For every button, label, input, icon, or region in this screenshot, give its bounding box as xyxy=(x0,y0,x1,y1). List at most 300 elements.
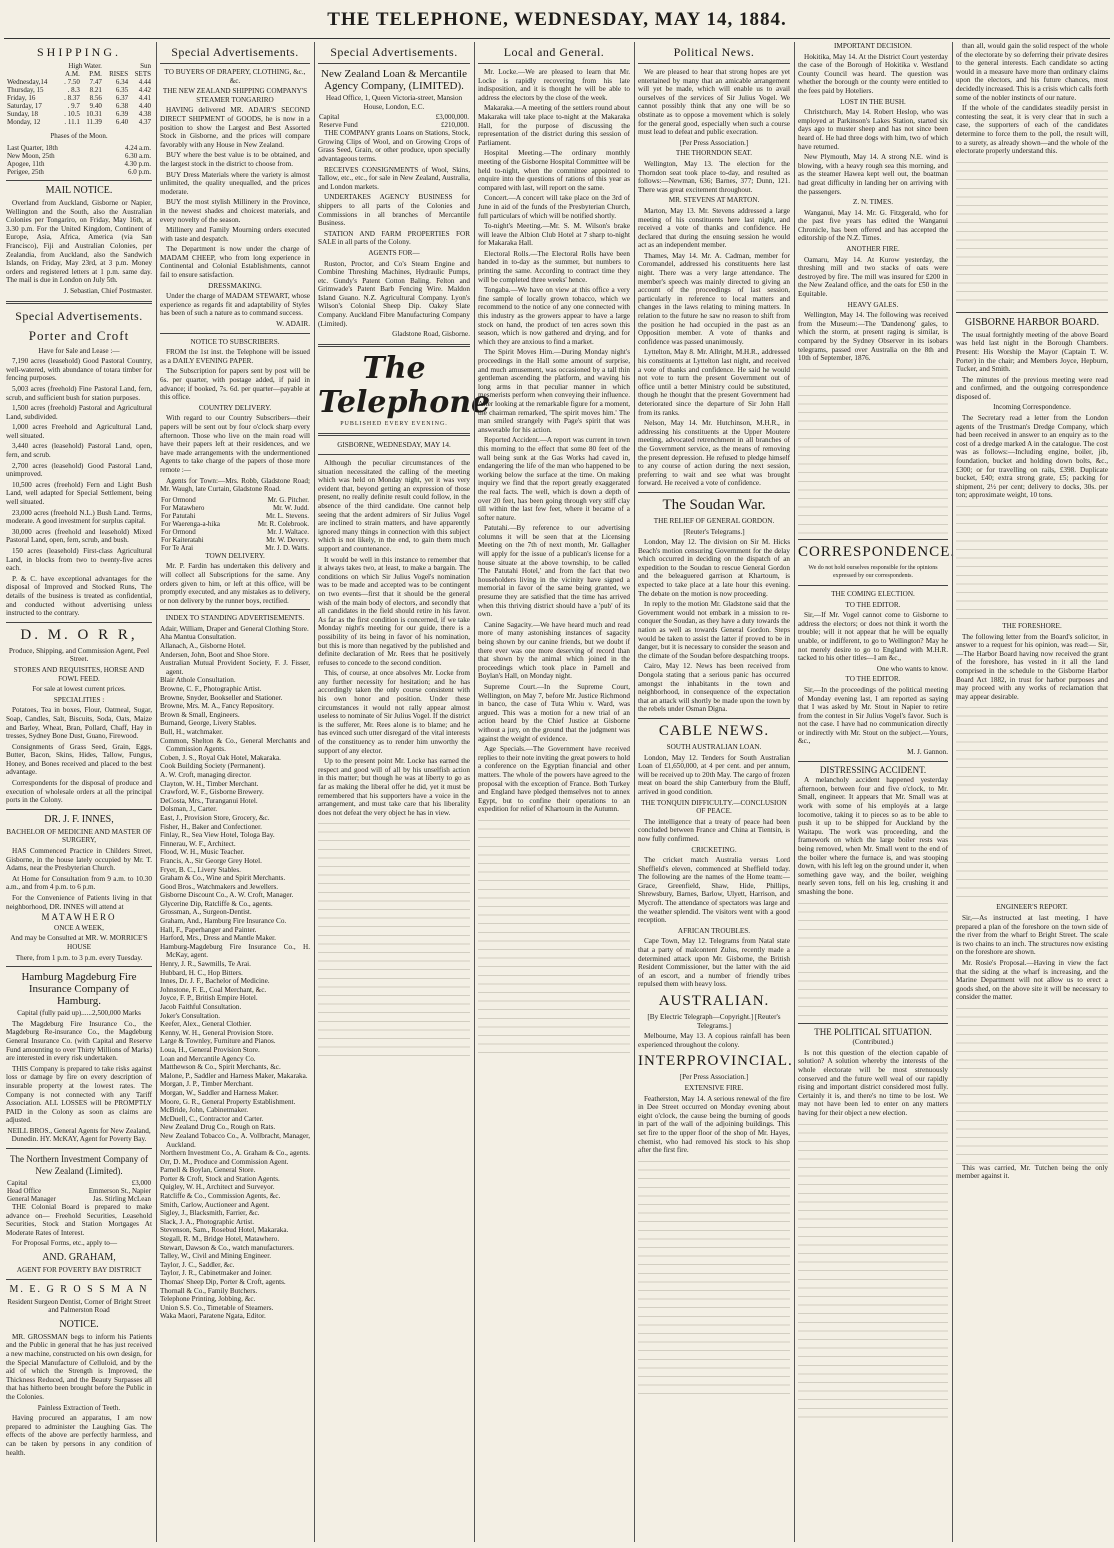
tide-cell: Friday, 16 xyxy=(7,94,36,102)
country-body: With regard to our Country Subscribers—their papers will be sent out by four o'clock sharp every afternoon. Those who live on the main road will have their papers left at their residences, and we have made arrangements with the undermentioned Agents to take charge of the papers of those more remote :— xyxy=(160,414,310,474)
special-heading: Special Advertisements. xyxy=(330,45,458,59)
moon-cell: Perigee, 25th xyxy=(7,168,44,176)
nzl-capital-cell: Capital xyxy=(319,113,340,122)
correspondence-note: We do not hold ourselves responsible for the opinions expressed by our correspondents. xyxy=(808,564,938,580)
index-entry: Keefer, Alex., General Clothier. xyxy=(160,1020,252,1029)
orr-body: Potatoes, Tea in boxes, Flour, Oatmeal, Sugar, Soap, Candles, Salt, Biscuits, Soda, Oats, Maize and Barley, Wheat, Bran, Pollard, Chaff, Hay in tresses, Sydney Bone Dust, Guano, Firewood. xyxy=(6,706,152,741)
moon-row xyxy=(6,144,152,152)
agent-cell: For Ormond xyxy=(161,495,196,504)
index-entry: Browne, C. F., Photographic Artist. xyxy=(160,685,262,694)
country-heading: COUNTRY DELIVERY. xyxy=(198,403,272,412)
index-entry: Aha Mantua Consultation. xyxy=(160,633,237,642)
index-entry: Thomas' Sheep Dip, Porter & Croft, agents. xyxy=(160,1278,286,1286)
tide-cell: 6.40 xyxy=(115,118,129,126)
local-item: Age Specials.—The Government have received replies to their note inviting the great powers to hold a conference on the Egyptian financial and other matters. The whole of the powers have agreed to the proposal with the exception of France. Both Turkey and England have pledged themselves not to annex Egypt, but to confine their operations to an expedition for relief of Khartoum in the Autumn. xyxy=(478,745,630,814)
index-entry: Finlay, R., Sea View Hotel, Tologa Bay. xyxy=(160,831,275,840)
divider xyxy=(798,539,948,540)
letter-body: Sir,—If Mr. Vogel cannot come to Gisborne to address the electors; or does not think it worth the trouble; will it not appear that he will be equally unable, or indifferent, to go to Wellington? May he not merely desire to go to England with M.H.R. tacked to his other titles—I am &c., xyxy=(798,611,948,663)
index-entry: Coben, J. S., Royal Oak Hotel, Makaraka. xyxy=(160,753,281,762)
news-body: The intelligence that a treaty of peace had been concluded between France and China at Tientsin, is now fully confirmed. xyxy=(638,817,790,843)
tide-cell: 4.40 xyxy=(138,102,151,110)
tide-header-cell xyxy=(6,62,59,70)
local-item: The Spirit Moves Him.—During Monday night's proceedings in the Hall some amount of surprise, and much amusement, was occasioned by a tall thin gentleman ascending the platform, and waving his long arms in that peculiar manner in which mesmerists perform when conveying their influence. After looking at the remarkable figure for a moment, the chairman remarked, 'The spirit moves him.' The man smiled strangely with Page's spirit that was answerable for his action. xyxy=(478,348,630,434)
tide-cell: . 9.7 xyxy=(67,102,80,110)
tide-cell: 6.38 xyxy=(115,102,129,110)
tide-subheader-cell xyxy=(6,70,59,78)
agent-row xyxy=(160,512,310,520)
index-entry: Morgan, W., Saddler and Harness Maker. xyxy=(160,1088,279,1097)
text-continuation xyxy=(956,1004,1108,1164)
orr-specialities: SPECIALITIES : xyxy=(53,695,105,704)
cable-heading: CABLE NEWS. xyxy=(658,722,770,739)
special-heading: Special Advertisements. xyxy=(171,45,299,59)
agent-cell: For Matawhero xyxy=(161,503,205,512)
press-credit: [Per Press Association.] xyxy=(679,138,749,147)
masthead-title: THE TELEPHONE, WEDNESDAY, MAY 14, 1884. xyxy=(327,9,787,30)
town-heading: TOWN DELIVERY. xyxy=(205,551,265,560)
hamburg-title: Hamburg Magdeburg Fire Insurance Company of Hamburg. xyxy=(21,971,137,1008)
northern-cell: £3,000 xyxy=(131,1179,151,1188)
index-entry: Graham, And., Hamburg Fire Insurance Co. xyxy=(160,917,287,926)
innes-title: DR. J. F. INNES, xyxy=(44,813,114,825)
subscribers-body: FROM the 1st inst. the Telephone will be issued as a DAILY EVENING PAPER. xyxy=(160,348,310,365)
moon-cell: Last Quarter, 18th xyxy=(7,144,58,152)
northern-cell: Head Office xyxy=(7,1187,42,1196)
subheading: HEAVY GALES. xyxy=(847,300,899,309)
editorial-paragraph: This, of course, at once absolves Mr. Locke from any further necessity for hesitation; and he has accordingly taken the only course consistent with his own honor and position. Under these circumstances it would not rally appear almost useless to nominate of Sir Julius Vogel. If the district is the sufferer, Mr. Rees alone is to blame; and he has evinced such utter disregard of the vital interests of the constituency as to render him unworthy the support of any elector. xyxy=(318,669,470,755)
porter-croft-list xyxy=(6,357,152,573)
graham-name: AND. GRAHAM, xyxy=(42,1252,116,1264)
subheading: THE FORESHORE. xyxy=(1002,622,1062,630)
tide-cell: . 11.1 xyxy=(64,118,80,126)
subheading: SOUTH AUSTRALIAN LOAN. xyxy=(666,742,762,751)
moon-row xyxy=(6,160,152,168)
tide-cell: 7.47 xyxy=(89,78,102,86)
nzl-capital-row xyxy=(318,121,470,129)
index-entry: Orr, D. M., Produce and Commission Agent. xyxy=(160,1157,289,1166)
grossman-title: M. E. G R O S S M A N xyxy=(9,1283,149,1295)
index-entry: Kenny, W. H., General Provision Store. xyxy=(160,1028,274,1037)
letter-signature: M. J. Gannon. xyxy=(907,748,948,757)
index-entry: Joyce, F. P., British Empire Hotel. xyxy=(160,994,258,1003)
accident-heading: DISTRESSING ACCIDENT. xyxy=(819,764,927,775)
agent-cell: Mr. R. Colebrook. xyxy=(257,519,309,528)
interprovincial-heading: INTERPROVINCIAL. xyxy=(638,1053,793,1070)
agent-cell: For Ormond xyxy=(161,527,196,536)
adair-body: The Department is now under the charge of MADAM CHEEP, who from long experience in Continental and Colonial Establishments, cannot fail to ensure satisfaction. xyxy=(160,245,310,280)
tide-table xyxy=(6,62,152,126)
news-body: New Plymouth, May 14. A strong N.E. wind is blowing, with a heavy rough sea this morning, and as the steamer Hawea kept well out, the boatman had great difficulty in landing her on arriving with the passengers. xyxy=(798,153,948,196)
index-entry: Ratcliffe & Co., Commission Agents, &c. xyxy=(160,1192,281,1201)
harbor-body: Sir,—As instructed at last meeting, I have prepared a plan of the foreshore on the town side of the river from the wharf to Bright Street. The scale is two chains to an inch. The structures now existing on the foreshore are shown. xyxy=(956,913,1108,957)
porter-croft-item: 30,000 acres (freehold and leasehold) Mixed Pastoral Land, open, fern, scrub, and bush. xyxy=(6,527,152,545)
tide-cell: . 8.3 xyxy=(67,86,80,94)
nzl-address: Gladstone Road, Gisborne. xyxy=(392,330,470,339)
painless-heading: Painless Extraction of Teeth. xyxy=(37,1403,121,1412)
porter-croft-item: 5,003 acres (freehold) Fine Pastoral Land, fern, scrub, and sufficient bush for station purposes. xyxy=(6,384,152,402)
column-telegrams xyxy=(798,42,956,1542)
index-entry: Smith, Carlow, Auctioneer and Agent. xyxy=(160,1200,270,1209)
tide-cell: . 8.37 xyxy=(64,94,80,102)
text-continuation xyxy=(798,365,948,535)
moon-cell: 4.24 a.m. xyxy=(124,144,151,152)
dressmaking-body: Under the charge of MADAM STEWART, whose experience as regards fit and adaptability of Styles has been of such a nature as to command success. xyxy=(160,292,310,318)
tide-cell: Sunday, 18 xyxy=(7,110,39,118)
column-shipping xyxy=(6,42,152,1542)
porter-croft-sub: Have for Sale and Lease :— xyxy=(38,346,120,355)
index-entry: Hamburg-Magdeburg Fire Insurance Co., H. McKay, agent. xyxy=(160,942,310,960)
index-entry: Flood, W. H., Music Teacher. xyxy=(160,848,245,857)
harbor-body: Mr. Rosie's Proposal.—Having in view the fact that the siding at the wharf is increasing, and the Marine Department will not allow us to erect a goods shed, on the above site it will be necessary to consider the matter. xyxy=(956,958,1108,1002)
divider xyxy=(638,718,790,719)
index-entry: Loan and Mercantile Agency Co. xyxy=(160,1054,256,1063)
tide-cell: 9.40 xyxy=(89,102,102,110)
agent-cell: Mr. L. Stevens. xyxy=(266,511,309,520)
tide-subheader-cell: A.M. xyxy=(65,70,80,78)
subheading: CRICKETING. xyxy=(691,845,737,854)
divider xyxy=(6,180,152,181)
innes-place: MATAWHERO xyxy=(41,912,117,923)
masthead-rule xyxy=(4,38,1110,39)
newspaper-logo: The Telephone xyxy=(318,350,491,420)
tide-header-cell: Sun xyxy=(140,62,151,70)
news-body: Melbourne, May 13. A copious rainfall has been experienced throughout the colony. xyxy=(638,1032,790,1049)
tide-subheader-cell: RISES xyxy=(109,70,129,78)
editorial xyxy=(318,459,470,817)
index-entry: Northern Investment Co., A. Graham & Co., agents. xyxy=(160,1149,310,1158)
index-entry: Stegall, R. M., Bridge Hotel, Matawhero. xyxy=(160,1235,280,1244)
divider xyxy=(6,1148,152,1149)
tide-subheader-cell: P.M. xyxy=(89,70,102,78)
agent-cell: For Patutahi xyxy=(161,511,196,520)
nzl-title: New Zealand Loan & Mercantile Agency Company, (LIMITED). xyxy=(321,68,467,92)
nzl-body: THE COMPANY grants Loans on Stations, Stock, Growing Clips of Wool, and on Growing Crops of Grass Seed, Grain, or other produce, upon specially advantageous terms. xyxy=(318,129,470,163)
tide-cell: 4.41 xyxy=(138,94,151,102)
town-body: Mr. P. Fardin has undertaken this delivery and will collect all Subscriptions for the same. Any orders given to him, or left at this office, will be promptly executed, and any mistakes as to delivery, or non delivery by the runner boys, rectified. xyxy=(160,562,310,605)
moon-row xyxy=(6,168,152,176)
nzl-office: Head Office, 1, Queen Victoria-street, Mansion House, London, E.C. xyxy=(325,94,463,111)
agent-cell: For Kaiteratahi xyxy=(161,535,204,544)
editorial-paragraph: It would be well in this instance to remember that it always takes two, at least, to make a bargain. The conditions on which Sir Julius Vogel's nomination was to be made and accepted was to be contingent on two events—first that it should be the general wish of the main body of electors, and secondly that all candidates in the field should retire in his favor. As far as the first condition is concerned, if we take Monday night's meeting for our guide, there is a possibility of its being in favor of his nomination, but this is more than negatived by the published and definite declaration of Mr. Rees that he positively refuses to concede to the second condition. xyxy=(318,555,470,667)
hamburg-signature: NEILL BROS., General Agents for New Zealand, Dunedin. HY. McKAY, Agent for Poverty Bay. xyxy=(7,1126,151,1144)
index-entry: Clayton, W. H., Timber Merchant. xyxy=(160,779,259,788)
agent-row xyxy=(160,528,310,536)
harbor-body: The usual fortnightly meeting of the above Board was held last night in the Borough Chambers. Present: His Worship the Mayor (Captain T. W. Porter) in the chair; and Members Joyce, Hepburn, Tucker, and Smith. xyxy=(956,330,1108,374)
index-list xyxy=(160,625,310,1321)
subheading: THE COMING ELECTION. xyxy=(831,589,915,598)
continued-body: If the whole of the candidates steadily persist in contesting the seat, it is very clear that in such a case, the supporters of each of the candidates determine to force them to the poll, the result will, to a surety, as already shown—and the whole of the electorate properly understand this. xyxy=(956,104,1108,156)
local-item: Concert.—A concert will take place on the 3rd of June in aid of the funds of the Presbyterian Church, full particulars of which will be notified shortly. xyxy=(478,194,630,220)
mail-signature: J. Sebastian, Chief Postmaster. xyxy=(63,286,152,295)
moon-cell: 6.0 p.m. xyxy=(128,168,151,176)
index-entry: Stewart, Dawson & Co., watch manufacturers. xyxy=(160,1243,294,1252)
tide-row xyxy=(6,118,152,126)
tide-cell: . 10.5 xyxy=(64,110,80,118)
local-item: Tongaba.—We have on view at this office a very fine sample of locally grown tobacco, which we recommend to the notice of any one connected with this industry as the growers appear to have a large stock on hand, the product of ten acres sown this season, which is now gathered and drying, and for which they are anxious to find a market. xyxy=(478,286,630,346)
adair-body: BUY where the best value is to be obtained, and the largest stock in the district to choose from. xyxy=(160,151,310,168)
index-entry: Grossman, A., Surgeon-Dentist. xyxy=(160,908,252,917)
index-entry: Brown & Small, Engineers. xyxy=(160,710,240,719)
grossman-sub: Resident Surgeon Dentist, Corner of Bright Street and Palmerston Road xyxy=(7,1297,151,1315)
tide-row xyxy=(6,78,152,86)
notice-heading: NOTICE. xyxy=(59,1318,99,1330)
tide-cell: 8.56 xyxy=(89,94,102,102)
political-situation-body: Is not this question of the election capable of solution? A solution whereby the interests of the whole electorate will be most strenuously conserved and the future well weal of our rapidly rising and important district considered most fully. Certainly it is, and there's no time to be lost. We may not have been led to enter on any matters having for their object a new election. xyxy=(798,1048,948,1117)
index-entry: Cook Building Society (Permanent). xyxy=(160,762,266,771)
index-entry: Glycerine Dip, Ratcliffe & Co., agents. xyxy=(160,899,273,908)
index-entry: Common, Shelton & Co., General Merchants and Commission Agents. xyxy=(160,736,310,754)
adair-body: Millinery and Family Mourning orders executed with taste and despatch. xyxy=(160,226,310,243)
special-heading: Special Advertisements. xyxy=(15,308,143,323)
index-entry: Slack, J. A., Photographic Artist. xyxy=(160,1217,255,1226)
porter-croft-item: 1,500 acres (freehold) Pastoral and Agricultural Land, subdivided. xyxy=(6,404,152,421)
index-entry: Australian Mutual Provident Society, F. J. Fisser, agent. xyxy=(160,659,310,676)
divider xyxy=(6,809,152,810)
index-entry: Joker's Consultation. xyxy=(160,1011,220,1020)
adair-signature: W. ADAIR. xyxy=(276,320,310,329)
political-item: Nelson, May 14. Mr. Hutchinson, M.H.R., in addressing his constituents at the Upper Moutere meeting, advocated retrenchment in all branches of the Government service, as the means of removing the present depression. He refused to pledge himself to any course of action during the next session, preferring to wait and see what was brought forward. He received a vote of confidence. xyxy=(638,419,790,488)
index-entry: Morgan, J. P., Timber Merchant. xyxy=(160,1080,254,1089)
soudan-item: In reply to the motion Mr. Gladstone said that the Government would not embark in a mission to re-conquer the Soudan, as they have a duty towards the nation as well as towards General Gordon. Steps would be taken to assist the latter if proved to be in danger, but it is necessary to consider the season and the climate of the Soudan before despatching troops. xyxy=(638,600,790,660)
tide-row xyxy=(6,102,152,110)
local-item: Canine Sagacity.—We have heard much and read more of many astonishing instances of sagacity being shown by our canine friends, but we doubt if there ever was one more deserving of record than that shown by the animal which joined in the proceedings which took place in Parnell and Boylan's Hall, on Monday night. xyxy=(478,620,630,681)
index-entry: DeCosta, Mrs., Turanganui Hotel. xyxy=(160,796,258,805)
northern-row xyxy=(6,1187,152,1195)
porter-croft-item: 23,000 acres (freehold N.L.) Bush Land. Terms, moderate. A good investment for surplus capital. xyxy=(6,508,152,526)
index-entry: Moore, G. R., General Property Establishment. xyxy=(160,1097,296,1106)
divider xyxy=(6,622,152,623)
northern-cell: Emmerson St., Napier xyxy=(88,1187,151,1196)
porter-croft-item: 2,700 acres (leasehold) Good Pastoral Land, unimproved. xyxy=(6,461,152,479)
soudan-item: Cairo, May 12. News has been received from Dongola stating that a serious panic has occurred amongst the inhabitants in the town and neighborhood, in consequence of the expectation that an attack will shortly be made upon the town by the rebels under Osman Digna. xyxy=(638,662,790,714)
harbor-body: This was carried, Mr. Tutchen being the only member against it. xyxy=(956,1163,1108,1181)
text-continuation xyxy=(956,158,1108,308)
news-body: Cape Town, May 12. Telegrams from Natal state that a party of malcontent Zulus, recently made a determined attack upon Mr. Gisborne, the British Resident Commissioner, but the latter with the aid of an escort, and a number of friendly tribes repulsed them with heavy loss. xyxy=(638,937,790,989)
divider xyxy=(160,63,310,64)
moon-cell: 6.30 a.m. xyxy=(124,152,151,160)
subheading: Z. N. TIMES. xyxy=(853,198,893,207)
local-heading: Local and General. xyxy=(503,45,605,59)
moon-cell: 4.30 p.m. xyxy=(124,160,151,168)
index-entry: Adair, William, Draper and General Clothing Store. xyxy=(160,624,309,633)
index-entry: Telephone Printing, Jobbing, &c. xyxy=(160,1295,256,1304)
column-rule xyxy=(474,42,475,1542)
index-entry: Parnell & Boylan, General Store. xyxy=(160,1166,256,1175)
northern-cell: Jas. Stirling McLean xyxy=(92,1195,151,1204)
index-entry: New Zealand Drug Co., Rough on Rats. xyxy=(160,1123,276,1132)
divider xyxy=(798,761,948,762)
index-entry: Fryer, B. C., Livery Stables. xyxy=(160,865,241,874)
column-rule xyxy=(634,42,635,1542)
nzl-body: UNDERTAKES AGENCY BUSINESS for shippers to all parts of the Colonies and Commissions in all branches of Mercantile Business. xyxy=(318,193,470,228)
tide-row xyxy=(6,86,152,94)
buyers-title: TO BUYERS OF DRAPERY, CLOTHING, &c., &c. xyxy=(164,68,306,85)
index-entry: New Zealand Tobacco Co., A. Vollbracht, Manager, Auckland. xyxy=(160,1131,310,1149)
northern-title: The Northern Investment Company of New Zealand (Limited). xyxy=(10,1154,148,1177)
index-entry: Bull, H., watchmaker. xyxy=(160,728,224,736)
divider xyxy=(6,1279,152,1280)
nzl-body: RECEIVES CONSIGNMENTS of Wool, Skins, Tallow, etc., etc., for sale in New Zealand, Australia, and London markets. xyxy=(318,165,470,191)
index-entry: Francis, A., Sir George Grey Hotel. xyxy=(160,856,262,865)
text-continuation xyxy=(318,819,470,1059)
nzl-body: STATION AND FARM PROPERTIES FOR SALE in all parts of the Colony. xyxy=(318,229,470,247)
agent-row xyxy=(160,520,310,528)
index-entry: Talley, W., Civil and Mining Engineer. xyxy=(160,1252,272,1261)
soudan-heading: The Soudan War. xyxy=(662,496,766,513)
index-entry: Dolsman, J., Carter. xyxy=(160,805,218,814)
agents-table xyxy=(160,496,310,552)
index-entry: McBride, John, Cabinetmaker. xyxy=(160,1106,249,1115)
divider xyxy=(798,1023,948,1024)
news-body: The cricket match Australia versus Lord Sheffield's eleven, commenced at Sheffield today. The following are the names of the Home team:—Grace, Greenfield, Shaw, Hide, Phillips, Shrewsbury, Barnes, Barlow, Ulyett, Harrison, and Mycroft. The attendance of spectators was large and the weather splendid. The visitors went with a good reception. xyxy=(638,856,790,925)
orr-title: D. M. O R R, xyxy=(20,626,138,643)
press-credit: [By Electric Telegraph—Copyright.] [Reuter's Telegrams.] xyxy=(647,1013,781,1030)
divider xyxy=(6,301,152,304)
news-body: Wellington, May 14. The following was received from the Museum:—The 'Dandenong' gales, to which the storm, at present raging is similar, is compared by the Sydney Observer in its isobars telegrams, passed over Australia on the 8th and 10th of September, 1876. xyxy=(798,311,948,363)
local-item: Reported Accident.—A report was current in town this morning to the effect that some 80 feet of the wall being sunk at the Gas Works had caved in, endangering the life of the man who happened to be working below the surface at the time. On making inquiry we find that the report greatly exaggerated the real facts. The well, which is down a depth of over 20 feet, has been going through very stiff clay till within the last few feet, where it became of a softer nature. xyxy=(478,436,630,522)
subheading: EXTENSIVE FIRE. xyxy=(684,1083,744,1092)
orr-body: Correspondents for the disposal of produce and execution of wholesale orders at all the principal ports in the Colony. xyxy=(6,779,152,805)
letter-body: Sir,—In the proceedings of the political meeting of Monday evening last, I am reported as saying that I was asked by Mr. Stout in Napier to retire from the contest in Sir Julius Vogel's favor. Such is not the case. I have had no communication directly or indirectly with Mr. Stout on the subject.—Yours, &c., xyxy=(798,685,948,746)
index-entry: Harford, Mrs., Dress and Mantle Maker. xyxy=(160,934,276,943)
subheading: AFRICAN TROUBLES. xyxy=(677,926,751,935)
tide-cell: Thursday, 15 xyxy=(7,86,44,94)
northern-row xyxy=(6,1195,152,1203)
northern-row xyxy=(6,1179,152,1187)
index-entry: Fisher, H., Baker and Confectioner. xyxy=(160,822,262,831)
divider xyxy=(318,344,470,347)
nzl-capital-cell: Reserve Fund xyxy=(319,121,358,130)
index-entry: Stevenson, Sam., Rosebud Hotel, Makaraka. xyxy=(160,1226,289,1235)
text-continuation xyxy=(638,1157,790,1397)
local-item: To-night's Meeting.—Mr. S. M. Wilson's brake will leave the Albion Club Hotel at 7 sharp to-night for Makaraka Hall. xyxy=(478,222,630,248)
subheading: ANOTHER FIRE. xyxy=(846,245,900,254)
index-entry: Browne, Mrs. M. A., Fancy Repository. xyxy=(160,702,274,711)
agent-row xyxy=(160,504,310,512)
column-local xyxy=(478,42,630,1542)
divider xyxy=(160,609,310,610)
agent-row xyxy=(160,536,310,544)
orr-sub: Produce, Shipping, and Commission Agent, Peel Street. xyxy=(8,646,150,664)
tide-header-cell: High Water. xyxy=(68,62,102,70)
index-entry: Union S.S. Co., Timetable of Steamers. xyxy=(160,1303,274,1312)
porter-croft-item: 150 acres (leasehold) First-class Agricultural Land, in blocks from two to twenty-five acres each. xyxy=(6,547,152,573)
nzl-agents-body: Ruston, Proctor, and Co's Steam Engine and Combine Threshing Machines, Hydraulic Pumps, etc. Gundy's Patent Cotton Baling. Felton and Grimwade's Patent Barb Fencing Wire. Maldon Island Guano. N.Z. Agricultural Company. Lyon's Wilson's Colonial Sheep Dip. Oakey Slate Company. Auckland Fibre Manufacturing Company (Limited). xyxy=(318,259,470,328)
index-entry: A. W. Croft, managing director. xyxy=(160,770,252,779)
agent-cell: Mr. J. D. Watts. xyxy=(265,543,309,552)
harbor-board-heading: GISBORNE HARBOR BOARD. xyxy=(964,316,1100,328)
hamburg-body: THIS Company is prepared to take risks against loss or damage by fire on every description of insurable property at the lowest rates. The Company is not connected with any Tariff Association. ALL LOSSES will be PROMPTLY PAID in the Colony as soon as claims are adjusted. xyxy=(6,1064,152,1125)
agent-cell: Mr. W. Devery. xyxy=(266,535,309,544)
hamburg-body: The Magdeburg Fire Insurance Co., the Magdeburg Re-insurance Co., the Magdeburg General Insurance Co. (with Capital and Reserve Fund amounting to over Thirty Millions of Marks) are interested in every risk undertaken. xyxy=(6,1019,152,1063)
index-entry: Innes, Dr. J. F., Bachelor of Medicine. xyxy=(160,977,270,986)
soudan-item: London, May 12. The division on Sir M. Hicks Beach's motion censuring Government for the delay which occurred in deciding on the dispatch of an expedition to the Soudan to rescue General Gordon and the beleaguered garrison at Khartoum, is expected to take place at a late hour this evening. The debate on the motion is now proceeding. xyxy=(638,538,790,598)
northern-cell: General Manager xyxy=(7,1195,56,1204)
index-entry: Malone, P., Saddler and Harness Maker, Makaraka. xyxy=(160,1071,308,1080)
tide-header-row xyxy=(6,62,152,70)
news-body: Wanganui, May 14. Mr. G. Fitzgerald, who for the past five years has edited the Wanganui Chronicle, has been offered and has accepted the editorship of the N.Z. Times. xyxy=(798,208,948,243)
tide-cell: 6.35 xyxy=(115,86,129,94)
index-entry: Good Bros., Watchmakers and Jewellers. xyxy=(160,882,279,891)
tide-row xyxy=(6,110,152,118)
adair-body: BUY the most stylish Millinery in the Province, in the newest shades and choicest materials, and every novelty of the season. xyxy=(160,198,310,224)
subheading: Incoming Correspondence. xyxy=(993,403,1071,412)
index-entry: Browne, Snyder, Bookseller and Stationer. xyxy=(160,693,283,702)
index-entry: Taylor, J. R., Cabinetmaker and Joiner. xyxy=(160,1269,272,1278)
harbor-body: The following letter from the Board's solicitor, in answer to a request for his opinion, was read:— Sir,—The Harbor Board having now received the grant of the foreshore, has vested in it all the land comprised in the schedule to the Gisborne Harbor Board Act 1882, in trust for harbor purposes and may proceed with any works of reclamation that may appear desirable. xyxy=(956,632,1108,701)
northern-body: THE Colonial Board is prepared to make advance on— Freehold Securities, Leasehold Securities, Stock and Station Mortgages At Moderate Rates of Interest. xyxy=(6,1203,152,1237)
index-entry: Porter & Croft, Stock and Station Agents. xyxy=(160,1174,280,1183)
to-editor: TO THE EDITOR. xyxy=(845,675,901,684)
innes-sub: BACHELOR OF MEDICINE AND MASTER OF SURGERY, xyxy=(6,827,152,845)
divider xyxy=(798,585,948,586)
moon-heading: Phases of the Moon. xyxy=(50,132,108,140)
tide-row xyxy=(6,94,152,102)
porter-croft-item: 10,500 acres (freehold) Fern and Light Bush Land, well adapted for Special Settlement, being well situated. xyxy=(6,480,152,507)
index-entry: Thornall & Co., Family Butchers. xyxy=(160,1286,258,1295)
index-entry: Matthewson & Co., Spirit Merchants, &c. xyxy=(160,1063,281,1072)
harbor-body: The minutes of the previous meeting were read and confirmed, and the outgoing correspondence disposed of. xyxy=(956,375,1108,401)
index-entry: Taylor, J. C., Saddler, &c. xyxy=(160,1260,235,1269)
news-body: Hokitika, May 14. At the District Court yesterday the case of the Borough of Hokitika v. Westland County Council was heard. The question was whether the borough or the county were entitled to the fees paid by Hoteliers. xyxy=(798,52,948,95)
accident-body: A melancholy accident happened yesterday afternoon, between four and five o'clock, to Mr. Small, engineer. It appears that Mr. Small was at work with some of his employés at a large locomotive, taking it to pieces so as to be able to push it up to be shipped for Auckland by the Waitapu. The work was proceeding, and the framework on which the large boiler rests was being removed, when Mr. Small went to the end of the boiler where the furnace is, and was stooping down, with his left leg on the ground under it, when something gave way, and the boiler, weighing nearly seven tons, fell on his leg, crushing it and smashing the bone. xyxy=(798,776,948,896)
index-entry: Henry, J. R., Sawmills, Te Arai. xyxy=(160,960,251,969)
nzs-title: THE NEW ZEALAND SHIPPING COMPANY'S STEAMER TONGARIRO xyxy=(162,87,308,104)
local-item: Hospital Meeting.—The ordinary monthly meeting of the Gisborne Hospital Committee will be held to-night, when the committee appointed to enquire into the questions of rations of this year as compared with last, will report on the same. xyxy=(478,149,630,192)
agent-row xyxy=(160,496,310,504)
dateline: GISBORNE, WEDNESDAY, MAY 14. xyxy=(337,441,451,450)
subheading: THE RELIEF OF GENERAL GORDON. xyxy=(653,516,775,525)
painless-body: Having procured an apparatus, I am now prepared to administer the Laughing Gas. The effects of the above are perfectly harmless, and can be taken by persons in any condition of health. xyxy=(6,1414,152,1457)
text-continuation xyxy=(798,1120,948,1420)
column-rule xyxy=(794,42,795,1542)
index-entry: Burnand, George, Livery Stables. xyxy=(160,719,257,728)
divider xyxy=(478,63,630,64)
index-entry: Hall, F., Paperhanger and Painter. xyxy=(160,925,257,934)
index-entry: Crawford, W. F., Gisborne Brewery. xyxy=(160,788,264,797)
divider xyxy=(318,433,470,436)
tide-cell: 6.37 xyxy=(115,94,129,102)
tide-cell: 6.39 xyxy=(115,110,129,118)
news-body: Wellington, May 13. The election for the Thorndon seat took place to-day, and resulted as follows:—Newman, 636; Barnes, 377; Dunn, 121. There was great excitement throughout. xyxy=(638,159,790,194)
divider xyxy=(956,312,1108,313)
logo-subtitle: PUBLISHED EVERY EVENING. xyxy=(340,420,448,427)
index-entry: Sigley, J., Blacksmith, Farrier, &c. xyxy=(160,1209,260,1218)
index-entry: East, J., Provision Store, Grocery, &c. xyxy=(160,813,270,822)
text-continuation xyxy=(956,502,1108,622)
tide-cell: 6.34 xyxy=(115,78,129,86)
text-continuation xyxy=(956,703,1108,903)
local-item: Electoral Rolls.—The Electoral Rolls have been handed in to-day as the summer, but numbers to printing the same. According to contract time they will be completed three weeks' hence. xyxy=(478,249,630,284)
harbor-body: The Secretary read a letter from the London agents of the Trustman's Dredge Company, which had been received in answer to an enquiry as to the cost of a dredge marked A in the catalogue. The cost was as follows:—Including engine, boiler, jib, foundation, bucket and holding down bolts, &c., £300; or for travelling on rails, £398. Duplicate bucket, £40; extra strong grate, £5; packing for shipment, 2½ per cent; delivery to docks, 30s. per ton; approximate weight, 10 tons. xyxy=(956,414,1108,500)
tide-cell: Wednesday,14 xyxy=(7,78,48,86)
divider xyxy=(318,63,470,64)
index-entry: Quigley, W. H., Architect and Surveyor. xyxy=(160,1183,275,1192)
orr-line: STORES AND REQUISITES, HORSE AND FOWL FEED. xyxy=(13,665,145,683)
local-item: Mr. Locke.—We are pleased to learn that Mr. Locke is rapidly recovering from his late indisposition, and it is thought he will be able to address the electors by the close of the week. xyxy=(478,68,630,102)
index-entry: Jacob Faithful Consultation. xyxy=(160,1003,242,1011)
moon-table xyxy=(6,144,152,176)
column-rule xyxy=(314,42,315,1542)
tide-cell: 4.38 xyxy=(138,110,151,118)
moon-row xyxy=(6,152,152,160)
innes-once: ONCE A WEEK, xyxy=(54,923,104,932)
orr-body: Consignments of Grass Seed, Grain, Eggs, Butter, Bacon, Skins, Hides, Tallow, Fungus, Honey, and Bones received and placed to the best advantage. xyxy=(6,742,152,777)
index-entry: Finnerau, W. F., Architect. xyxy=(160,839,236,848)
innes-time: There, from 1 p.m. to 3 p.m. every Tuesday. xyxy=(15,953,143,962)
porter-croft-note: P. & C. have exceptional advantages for the disposal of Improved and Stocked Runs, The details of the business is treated as confidential, and conducted without advertising unless instructed to the contrary. xyxy=(6,574,152,618)
agent-cell: For Waerenga-a-hika xyxy=(161,519,220,528)
